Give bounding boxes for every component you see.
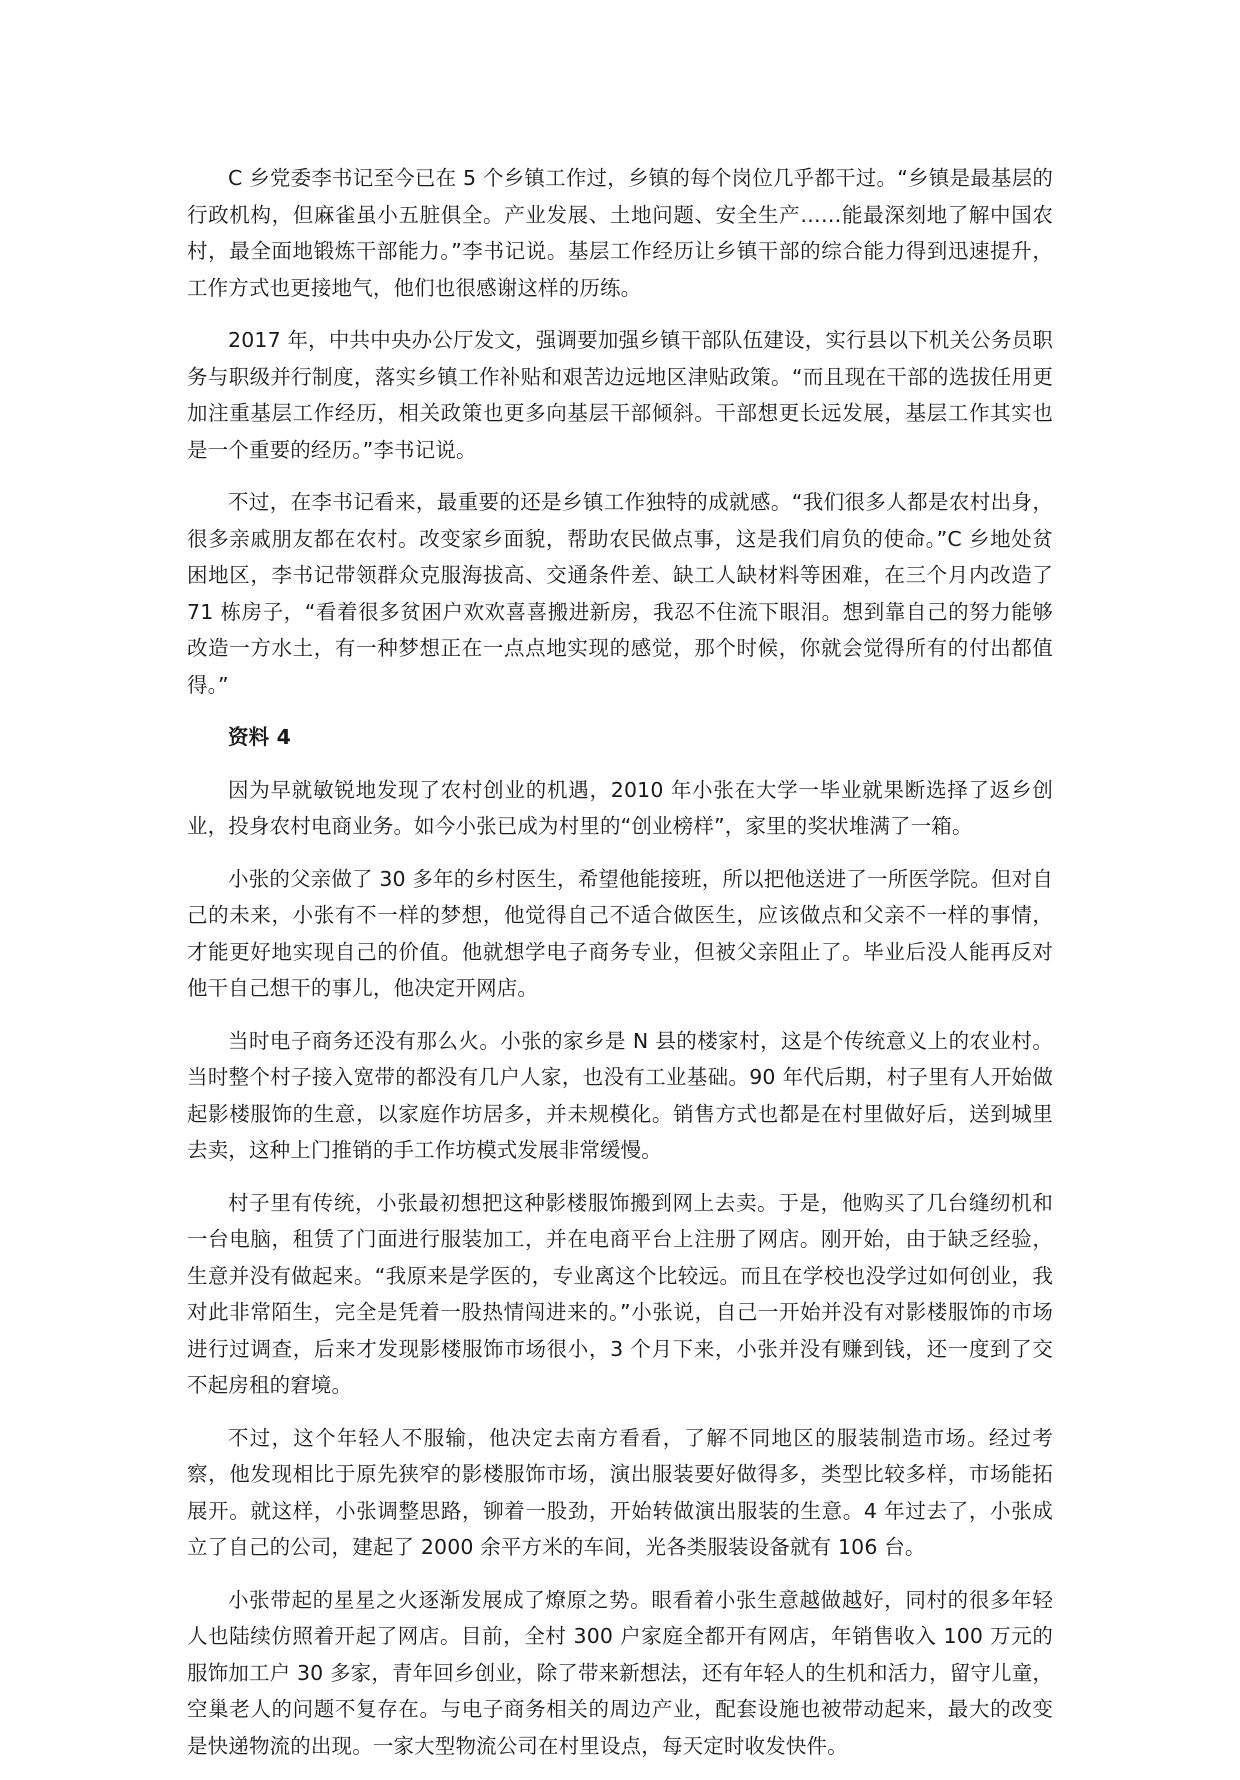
paragraph-father-doctor: 小张的父亲做了 30 多年的乡村医生，希望他能接班，所以把他送进了一所医学院。但对自己的未来，小张有不一样的梦想，他觉得自己不适合做医生，应该做点和父亲不一样的事情，才能更好地实现自己的价值。他就想学电子商务专业，但被父亲阻止了。毕业后没人能再反对他干自己想干的事儿，他决定开网店。 — [187, 866, 1053, 1000]
paragraph-village-background: 当时电子商务还没有那么火。小张的家乡是 N 县的楼家村，这是个传统意义上的农业村。当时整个村子接入宽带的都没有几户人家，也没有工业基础。90 年代后期，村子里有人开始做起影楼服饰的生意，以家庭作坊居多，并未规模化。销售方式也都是在村里做好后，送到城里去卖，这种上门推销的手工作坊模式发展非常缓慢。 — [187, 1028, 1053, 1162]
paragraph-early-struggle: 村子里有传统，小张最初想把这种影楼服饰搬到网上去卖。于是，他购买了几台缝纫机和一台电脑，租赁了门面进行服装加工，并在电商平台上注册了网店。刚开始，由于缺乏经验，生意并没有做起来。“我原来是学医的，专业离这个比较远。而且在学校也没学过如何创业，我对此非常陌生，完全是凭着一股热情闯进来的。”小张说，自己一开始并没有对影楼服饰的市场进行过调查，后来才发现影楼服饰市场很小，3 个月下来，小张并没有赚到钱，还一度到了交不起房租的窘境。 — [187, 1190, 1053, 1397]
paragraph-village-transformation: 小张带起的星星之火逐渐发展成了燎原之势。眼看着小张生意越做越好，同村的很多年轻人也陆续仿照着开起了网店。目前，全村 300 户家庭全都开有网店，年销售收入 100 万元的服饰加工户 30 多家，青年回乡创业，除了带来新想法，还有年轻人的生机和活力，留守儿童，空巢老人的问题不复存在。与电子商务相关的周边产业，配套设施也被带动起来，最大的改变是快递物流的出现。一家大型物流公司在村里设点，每天定时收发快件。 — [187, 1587, 1053, 1758]
paragraph-return-home-entrepreneur: 因为早就敏锐地发现了农村创业的机遇，2010 年小张在大学一毕业就果断选择了返乡创业，投身农村电商业务。如今小张已成为村里的“创业榜样”，家里的奖状堆满了一箱。 — [187, 777, 1053, 838]
paragraph-secretary-experience: C 乡党委李书记至今已在 5 个乡镇工作过，乡镇的每个岗位几乎都干过。“乡镇是最基层的行政机构，但麻雀虽小五脏俱全。产业发展、土地问题、安全生产……能最深刻地了解中国农村，最全面地锻炼干部能力。”李书记说。基层工作经历让乡镇干部的综合能力得到迅速提升，工作方式也更接地气，他们也很感谢这样的历练。 — [187, 166, 1053, 300]
paragraph-2017-policy: 2017 年，中共中央办公厅发文，强调要加强乡镇干部队伍建设，实行县以下机关公务员职务与职级并行制度，落实乡镇工作补贴和艰苦边远地区津贴政策。“而且现在干部的选拔任用更加注重基层工作经历，相关政策也更多向基层干部倾斜。干部想更长远发展，基层工作其实也是一个重要的经历。”李书记说。 — [187, 328, 1053, 462]
document-page — [187, 160, 1053, 1780]
paragraph-business-turnaround: 不过，这个年轻人不服输，他决定去南方看看，了解不同地区的服装制造市场。经过考察，他发现相比于原先狭窄的影楼服饰市场，演出服装要好做得多，类型比较多样，市场能拓展开。就这样，小张调整思路，铆着一股劲，开始转做演出服装的生意。4 年过去了，小张成立了自己的公司，建起了 2000 余平方米的车间，光各类服装设备就有 106 台。 — [187, 1425, 1053, 1559]
paragraph-sense-of-achievement: 不过，在李书记看来，最重要的还是乡镇工作独特的成就感。“我们很多人都是农村出身，很多亲戚朋友都在农村。改变家乡面貌，帮助农民做点事，这是我们肩负的使命。”C 乡地处贫困地区，李书记带领群众克服海拔高、交通条件差、缺工人缺材料等困难，在三个月内改造了 71 栋房子，“看着很多贫困户欢欢喜喜搬进新房，我忍不住流下眼泪。想到靠自己的努力能够改造一方水土，有一种梦想正在一点点地实现的感觉，那个时候，你就会觉得所有的付出都值得。” — [187, 490, 1053, 697]
section-heading: 资料 4 — [228, 725, 292, 749]
